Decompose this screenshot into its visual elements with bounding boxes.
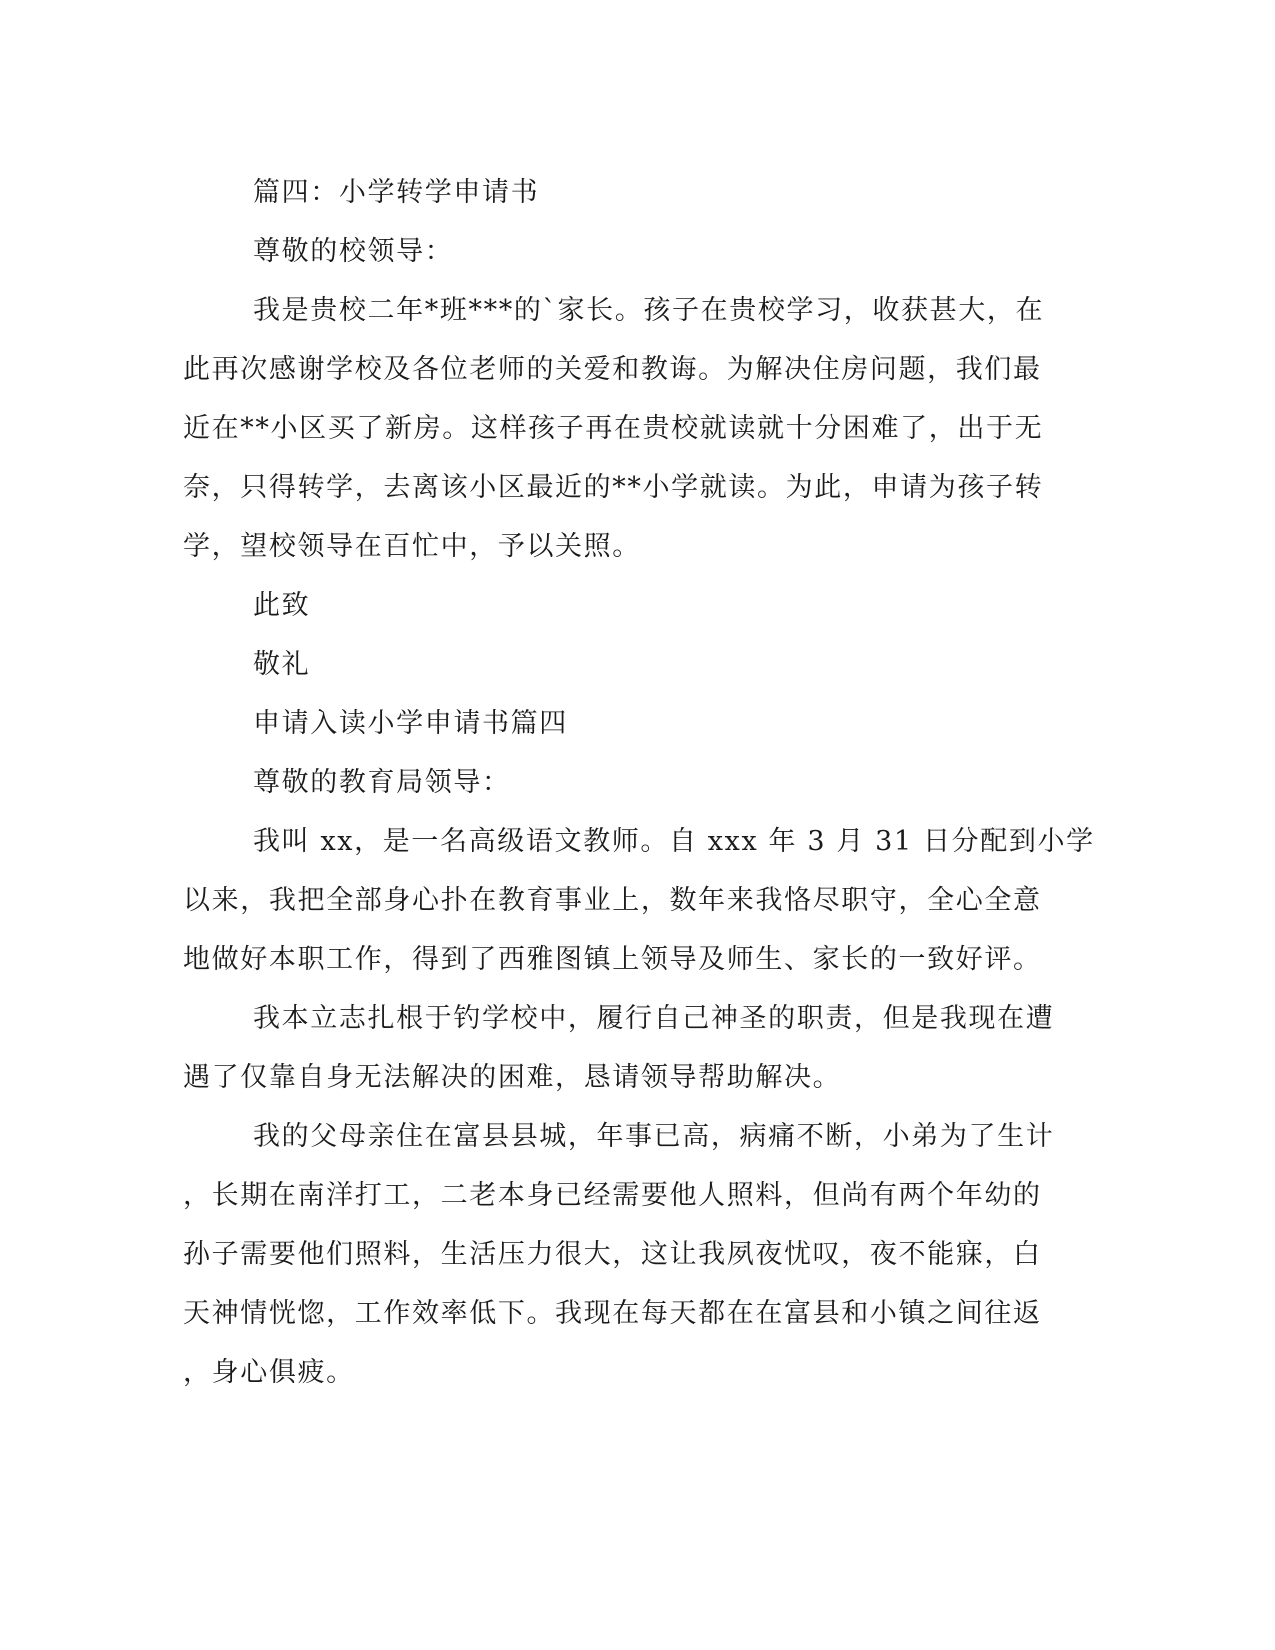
paragraph-line: ，长期在南洋打工，二老本身已经需要他人照料，但尚有两个年幼的 [183, 1180, 1042, 1211]
document-body [183, 163, 1095, 1402]
paragraph-line: ，身心俱疲。 [183, 1357, 355, 1388]
paragraph-line: 地做好本职工作，得到了西雅图镇上领导及师生、家长的一致好评。 [183, 944, 1042, 975]
paragraph-line: 我叫 xx，是一名高级语文教师。自 xxx 年 3 月 31 日分配到小学 [253, 826, 1095, 857]
paragraph-line: 天神情恍惚，工作效率低下。我现在每天都在在富县和小镇之间往返 [183, 1298, 1042, 1329]
paragraph-line: 我本立志扎根于钓学校中，履行自己神圣的职责，但是我现在遭 [253, 1003, 1055, 1034]
paragraph-line: 学，望校领导在百忙中，予以关照。 [183, 531, 641, 562]
paragraph-line: 近在**小区买了新房。这样孩子再在贵校就读就十分困难了，出于无 [183, 413, 1044, 444]
section-heading: 篇四：小学转学申请书 [253, 177, 540, 208]
salutation: 尊敬的教育局领导： [253, 767, 511, 798]
paragraph-line: 奈，只得转学，去离该小区最近的**小学就读。为此，申请为孩子转 [183, 472, 1044, 503]
paragraph-line: 我的父母亲住在富县县城，年事已高，病痛不断，小弟为了生计 [253, 1121, 1055, 1152]
closing-line: 敬礼 [253, 649, 311, 680]
paragraph-line: 我是贵校二年*班***的`家长。孩子在贵校学习，收获甚大，在 [253, 295, 1045, 326]
closing-line: 此致 [253, 590, 311, 621]
paragraph-line: 遇了仅靠自身无法解决的困难，恳请领导帮助解决。 [183, 1062, 842, 1093]
section-heading: 申请入读小学申请书篇四 [253, 708, 568, 739]
paragraph-line: 孙子需要他们照料，生活压力很大，这让我夙夜忧叹，夜不能寐，白 [183, 1239, 1042, 1270]
salutation: 尊敬的校领导： [253, 236, 454, 267]
paragraph-line: 此再次感谢学校及各位老师的关爱和教诲。为解决住房问题，我们最 [183, 354, 1042, 385]
paragraph-line: 以来，我把全部身心扑在教育事业上，数年来我恪尽职守，全心全意 [183, 885, 1042, 916]
